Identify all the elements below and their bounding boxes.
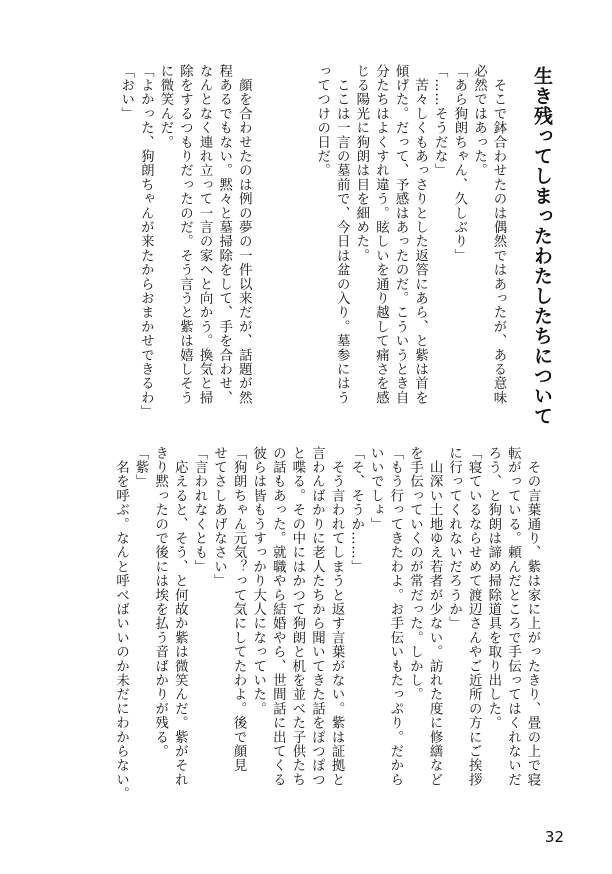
text-line: その言葉通り、紫は家に上がったきり、畳の上で寝 (525, 446, 540, 787)
text-line: 「もう行ってきたわよ。お手伝いもたっぷり。だから (387, 446, 403, 787)
text-line: ってつけの日だ。 (314, 64, 330, 178)
text-line: 「あら狗朗ちゃん、久しぶり」 (451, 64, 467, 263)
text-line: 顔を合わせたのは例の夢の一件以来だが、話題が然 (236, 64, 252, 405)
text-line: 「紫」 (133, 446, 149, 489)
text-line: 名を呼ぶ。なんと呼べばいいのか未だにわからない。 (113, 446, 129, 801)
text-block-upper (116, 64, 508, 424)
text-line: ろう、と狗朗は諦め掃除道具を取り出した。 (485, 446, 501, 730)
text-line: 「狗朗ちゃん元気？って気にしてたわよ。後で顔見 (231, 446, 247, 773)
chapter-title: 生き残ってしまったわたしたちについて (531, 66, 553, 426)
text-line: に微笑んだ。 (157, 64, 173, 150)
text-line: ここは一言の墓前で、今日は盆の入り。墓参にはう (334, 64, 350, 405)
text-line: を手伝っていくのが常だった。しかし。 (407, 446, 423, 702)
text-line: せてさしあげなさい」 (211, 446, 227, 588)
text-line: 彼らは皆もうすっかり大人になっていた。 (250, 446, 266, 716)
text-block-lower (111, 446, 542, 811)
text-line: 苦々しくもあっさりとした返答にあら、と紫は首を (412, 64, 428, 405)
text-line: 除をするつもりだったのだ。そう言うと紫は嬉しそう (177, 64, 193, 405)
text-line: 転がっている。頼んだところで手伝ってはくれないだ (505, 446, 521, 787)
text-line: 程あるでもない。黙々と墓掃除をして、手を合わせ、 (216, 64, 232, 405)
text-line (292, 64, 312, 424)
text-line: 必然ではあった。 (471, 64, 487, 178)
text-line: きり黙ったので後には埃を払う音ばかりが残る。 (152, 446, 168, 759)
text-line: 「おい」 (118, 64, 134, 121)
text-line: の話もあった。就職やら結婚やら、世間話に出てくる (270, 446, 286, 787)
text-line: 分たちはよくすれ違う。眩しいを通り越して痛さを感 (373, 64, 389, 405)
text-line: なんとなく連れ立って一言の家へと向かう。換気と掃 (197, 64, 213, 405)
page-number: 32 (544, 828, 564, 846)
text-line (253, 64, 273, 424)
text-line (273, 64, 293, 424)
text-line: いいでしょ」 (368, 446, 384, 532)
text-line: 「言われなくとも」 (191, 446, 207, 574)
text-line: 傾げた。だって、予感はあったのだ。こういうとき自 (393, 64, 409, 405)
text-line: と喋る。その中にはかつて狗朗と机を並べた子供たち (289, 446, 305, 787)
text-line: そこで鉢合わせたのは偶然ではあったが、ある意味 (491, 64, 506, 405)
text-line: 「……そうだな」 (432, 64, 448, 178)
text-line: 言わんばかりに老人たちから聞いてきた話をぽつぽつ (309, 446, 325, 787)
text-line: じる陽光に狗朗は目を細めた。 (353, 64, 369, 263)
text-line: そう言われてしまうと返す言葉がない。紫は証拠と (329, 446, 345, 787)
text-line: 「そ、そうか……」 (348, 446, 364, 574)
text-line: に行ってくれないだろうか」 (446, 446, 462, 631)
text-line: 応えると、そう、と何故か紫は微笑んだ。紫がそれ (172, 446, 188, 787)
text-line: 「寝ているならせめて渡辺さんやご近所の方にご挨拶 (466, 446, 482, 787)
text-line: 「よかった、狗朗ちゃんが来たからおまかせできるわ」 (138, 64, 154, 419)
text-line: 山深い土地ゆえ若者が少ない。訪れた度に修繕など (427, 446, 443, 787)
